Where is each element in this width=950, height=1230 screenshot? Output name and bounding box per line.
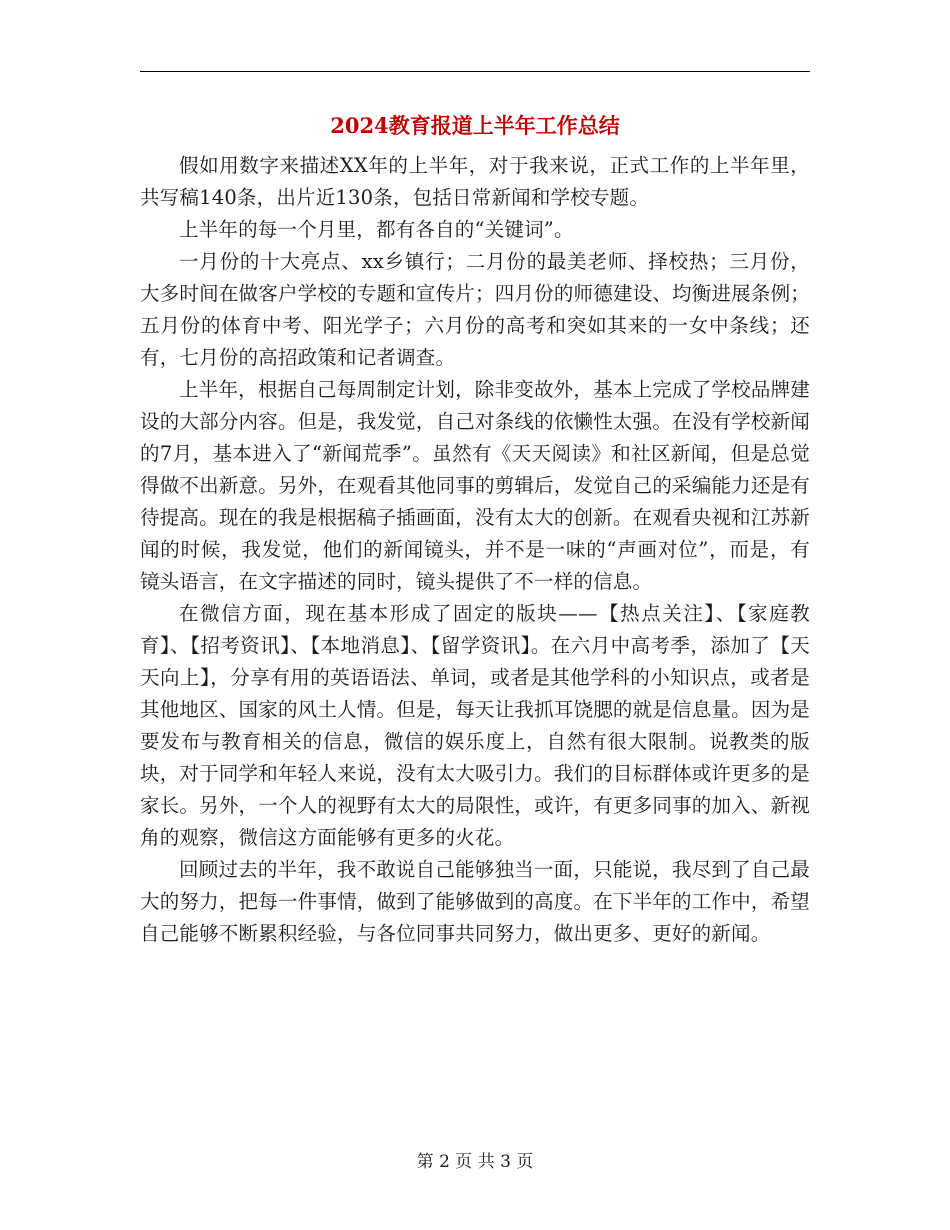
paragraph: 上半年的每一个月里，都有各自的“关键词”。 — [179, 218, 574, 241]
paragraph: 在微信方面，现在基本形成了固定的版块——【热点关注】、【家庭教育】、【招考资讯】、【本地消息】、【留学资讯】。在六月中高考季，添加了【天天向上】，分享有用的英语语法、单词，或者是其他学科的小知识点，或者是其他地区、国家的风土人情。但是，每天让我抓耳饶腮的就是信息量。因为是要发布与教育相关的信息，微信的娱乐度上，自然有很大限制。说教类的版块，对于同学和年轻人来说，没有太大吸引力。我们的目标群体或许更多的是家长。另外，一个人的视野有太大的局限性，或许，有更多同事的加入、新视角的观察，微信这方面能够有更多的火花。 — [140, 602, 810, 849]
document-title: 2024教育报道上半年工作总结 — [330, 113, 620, 138]
paragraph: 回顾过去的半年，我不敢说自己能够独当一面，只能说，我尽到了自己最大的努力，把每一件事情，做到了能够做到的高度。在下半年的工作中，希望自己能够不断累积经验，与各位同事共同努力，做出更多、更好的新闻。 — [140, 858, 810, 945]
header-rule — [140, 71, 810, 72]
paragraph: 上半年，根据自己每周制定计划，除非变故外，基本上完成了学校品牌建设的大部分内容。但是，我发觉，自己对条线的依懒性太强。在没有学校新闻的7月，基本进入了“新闻荒季”。虽然有《天天阅读》和社区新闻，但是总觉得做不出新意。另外，在观看其他同事的剪辑后，发觉自己的采编能力还是有待提高。现在的我是根据稿子插画面，没有太大的创新。在观看央视和江苏新闻的时候，我发觉，他们的新闻镜头，并不是一味的“声画对位”，而是，有镜头语言，在文字描述的同时，镜头提供了不一样的信息。 — [140, 378, 810, 593]
page-number: 第 2 页 共 3 页 — [416, 1152, 534, 1172]
paragraph: 一月份的十大亮点、xx乡镇行；二月份的最美老师、择校热；三月份，大多时间在做客户学校的专题和宣传片；四月份的师德建设、均衡进展条例；五月份的体育中考、阳光学子；六月份的高考和突如其来的一女中条线；还有，七月份的高招政策和记者调查。 — [140, 250, 810, 369]
paragraph: 假如用数字来描述XX年的上半年，对于我来说，正式工作的上半年里，共写稿140条，出片近130条，包括日常新闻和学校专题。 — [140, 154, 810, 209]
document-body — [140, 150, 810, 950]
